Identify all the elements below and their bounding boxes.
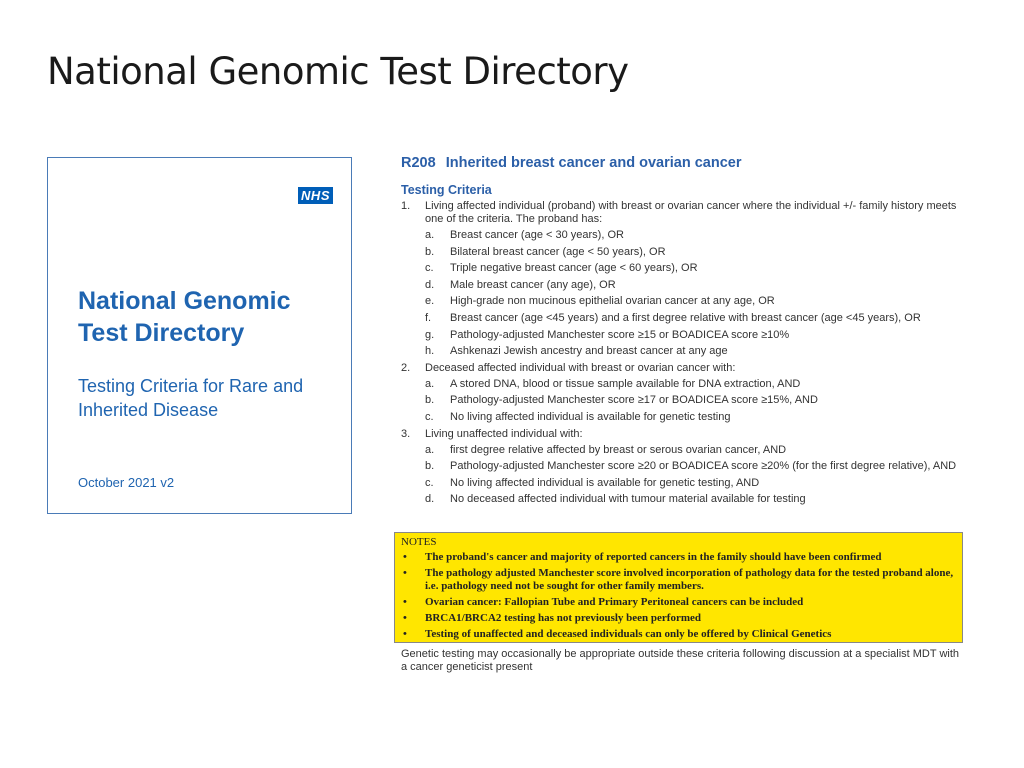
sub-criterion-letter: g. xyxy=(425,328,435,341)
sub-criterion-letter: f. xyxy=(425,311,432,324)
cover-subtitle: Testing Criteria for Rare and Inherited Disease xyxy=(78,376,304,420)
sub-criterion-text: Bilateral breast cancer (age < 50 years), OR xyxy=(450,245,666,258)
criterion-text: Living affected individual (proband) with breast or ovarian cancer where the individual +/- family history meets one of the criteria. The proband has: xyxy=(425,200,957,225)
note-item xyxy=(401,596,956,609)
sub-criterion-item xyxy=(425,411,961,424)
sub-criterion-item xyxy=(425,279,961,292)
sub-criterion-item xyxy=(425,295,961,308)
sub-criterion-item xyxy=(425,493,961,506)
sub-criterion-text: High-grade non mucinous epithelial ovarian cancer at any age, OR xyxy=(450,295,775,308)
sub-criterion-letter: a. xyxy=(425,229,435,241)
note-text: The pathology adjusted Manchester score involved incorporation of pathology data for the tested proband alone, i.e. pathology need not be sought for other family members. xyxy=(425,567,954,592)
sub-criterion-letter: h. xyxy=(425,345,435,358)
criteria-list xyxy=(401,200,961,506)
sub-criterion-text: Pathology-adjusted Manchester score ≥17 or BOADICEA score ≥15%, AND xyxy=(450,394,818,407)
sub-criterion-text: Ashkenazi Jewish ancestry and breast cancer at any age xyxy=(450,345,728,358)
sub-criterion-item xyxy=(425,444,961,457)
notes-title: NOTES xyxy=(401,536,437,548)
note-item xyxy=(401,612,956,625)
sub-criterion-text: No living affected individual is available for genetic testing xyxy=(450,410,731,423)
sub-criterion-text: Triple negative breast cancer (age < 60 years), OR xyxy=(450,262,698,275)
sub-criterion-item xyxy=(425,246,961,259)
footer-note: Genetic testing may occasionally be appropriate outside these criteria following discussion at a specialist MDT with a cancer geneticist present xyxy=(401,648,960,673)
test-title: Inherited breast cancer and ovarian cancer xyxy=(445,155,742,171)
note-text: Testing of unaffected and deceased individuals can only be offered by Clinical Genetics xyxy=(425,628,832,640)
criterion-text: Deceased affected individual with breast or ovarian cancer with: xyxy=(425,361,736,374)
directory-cover-image xyxy=(47,157,352,514)
criterion-item xyxy=(401,200,961,358)
sub-criterion-text: Breast cancer (age < 30 years), OR xyxy=(450,229,624,241)
note-text: BRCA1/BRCA2 testing has not previously been performed xyxy=(425,612,702,624)
section-label: Testing Criteria xyxy=(401,183,492,197)
notes-box xyxy=(394,532,963,643)
document-heading xyxy=(401,155,961,171)
sub-criterion-item xyxy=(425,229,961,242)
sub-criterion-text: Breast cancer (age <45 years) and a first degree relative with breast cancer (age <45 years), OR xyxy=(450,311,921,324)
bullet-icon: • xyxy=(403,612,407,624)
sub-criterion-letter: d. xyxy=(425,493,435,506)
sub-criterion-text: Male breast cancer (any age), OR xyxy=(450,278,616,291)
bullet-icon: • xyxy=(403,596,407,608)
sub-criteria-list xyxy=(425,444,961,507)
sub-criterion-letter: b. xyxy=(425,394,435,407)
criterion-number: 1. xyxy=(401,200,411,212)
sub-criterion-letter: a. xyxy=(425,443,435,456)
sub-criterion-letter: c. xyxy=(425,410,434,423)
cover-title: National Genomic Test Directory xyxy=(78,287,291,347)
slide-title: National Genomic Test Directory xyxy=(47,50,629,93)
criterion-number: 2. xyxy=(401,361,411,374)
bullet-icon: • xyxy=(403,628,407,640)
note-text: The proband's cancer and majority of reported cancers in the family should have been confirmed xyxy=(425,551,882,563)
sub-criterion-letter: a. xyxy=(425,377,435,390)
criterion-item xyxy=(401,428,961,507)
sub-criterion-item xyxy=(425,345,961,358)
sub-criterion-text: No living affected individual is available for genetic testing, AND xyxy=(450,476,760,489)
criteria-document xyxy=(401,155,961,510)
note-item xyxy=(401,551,956,564)
sub-criterion-item xyxy=(425,378,961,391)
sub-criteria-list xyxy=(425,229,961,358)
sub-criterion-text: No deceased affected individual with tumour material available for testing xyxy=(450,493,806,506)
nhs-logo: NHS xyxy=(298,187,333,204)
sub-criterion-item xyxy=(425,262,961,275)
test-code: R208 xyxy=(401,155,436,171)
sub-criterion-letter: c. xyxy=(425,262,434,275)
sub-criterion-text: Pathology-adjusted Manchester score ≥15 or BOADICEA score ≥10% xyxy=(450,328,790,341)
sub-criterion-item xyxy=(425,477,961,490)
sub-criterion-letter: c. xyxy=(425,476,434,489)
sub-criterion-text: A stored DNA, blood or tissue sample available for DNA extraction, AND xyxy=(450,377,801,390)
note-item xyxy=(401,567,956,593)
note-item xyxy=(401,628,956,641)
bullet-icon: • xyxy=(403,551,407,563)
sub-criterion-letter: e. xyxy=(425,295,435,308)
sub-criterion-letter: b. xyxy=(425,460,435,473)
note-text: Ovarian cancer: Fallopian Tube and Primary Peritoneal cancers can be included xyxy=(425,596,804,608)
sub-criterion-text: Pathology-adjusted Manchester score ≥20 or BOADICEA score ≥20% (for the first degree relative), AND xyxy=(450,460,957,473)
sub-criterion-letter: d. xyxy=(425,278,435,291)
criterion-text: Living unaffected individual with: xyxy=(425,427,583,440)
criterion-number: 3. xyxy=(401,427,411,440)
sub-criterion-item xyxy=(425,312,961,325)
bullet-icon: • xyxy=(403,567,407,579)
sub-criterion-item xyxy=(425,460,961,473)
sub-criteria-list xyxy=(425,378,961,424)
sub-criterion-text: first degree relative affected by breast or serous ovarian cancer, AND xyxy=(450,443,787,456)
criterion-item xyxy=(401,362,961,424)
sub-criterion-letter: b. xyxy=(425,245,435,258)
sub-criterion-item xyxy=(425,394,961,407)
sub-criterion-item xyxy=(425,329,961,342)
cover-date: October 2021 v2 xyxy=(78,475,175,490)
notes-list xyxy=(401,551,956,641)
